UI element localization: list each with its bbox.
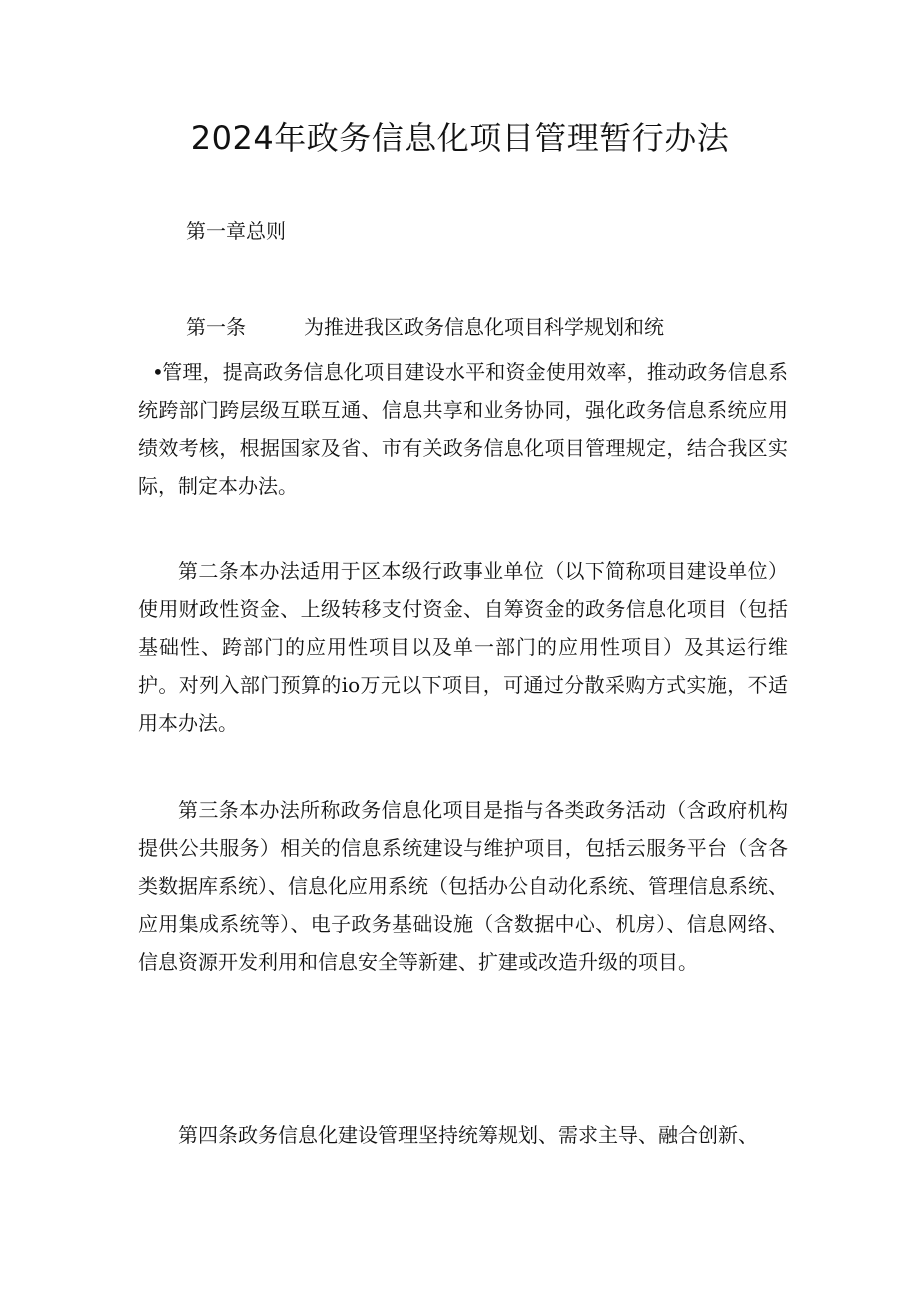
article-1-continuation [138,353,788,505]
article-2-paragraph: 第二条本办法适用于区本级行政事业单位（以下简称项目建设单位）使用财政性资金、上级转移支付资金、自筹资金的政务信息化项目（包括基础性、跨部门的应用性项目以及单一部门的应用性项目）及其运行维护。对列入部门预算的io万元以下项目，可通过分散采购方式实施，不适用本办法。 [138,559,788,735]
article-1-continuation-text: 管理，提高政务信息化项目建设水平和资金使用效率，推动政务信息系统跨部门跨层级互联互通、信息共享和业务协同，强化政务信息系统应用绩效考核，根据国家及省、市有关政务信息化项目管理规定，结合我区实际，制定本办法。 [138,360,788,498]
article-3-paragraph: 第三条本办法所称政务信息化项目是指与各类政务活动（含政府机构提供公共服务）相关的信息系统建设与维护项目，包括云服务平台（含各类数据库系统）、信息化应用系统（包括办公自动化系统、管理信息系统、应用集成系统等）、电子政务基础设施（含数据中心、机房）、信息网络、信息资源开发利用和信息安全等新建、扩建或改造升级的项目。 [138,798,788,974]
article-1-first-line [186,312,786,342]
article-1-label: 第一条 [186,315,246,339]
bullet-mark: • [152,360,164,384]
article-4-paragraph: 第四条政务信息化建设管理坚持统筹规划、需求主导、融合创新、 [178,1123,758,1147]
article-1-first-text: 为推进我区政务信息化项目科学规划和统 [304,315,664,339]
chapter-heading: 第一章总则 [186,219,286,243]
document-title: 2024年政务信息化项目管理暂行办法 [190,119,730,157]
